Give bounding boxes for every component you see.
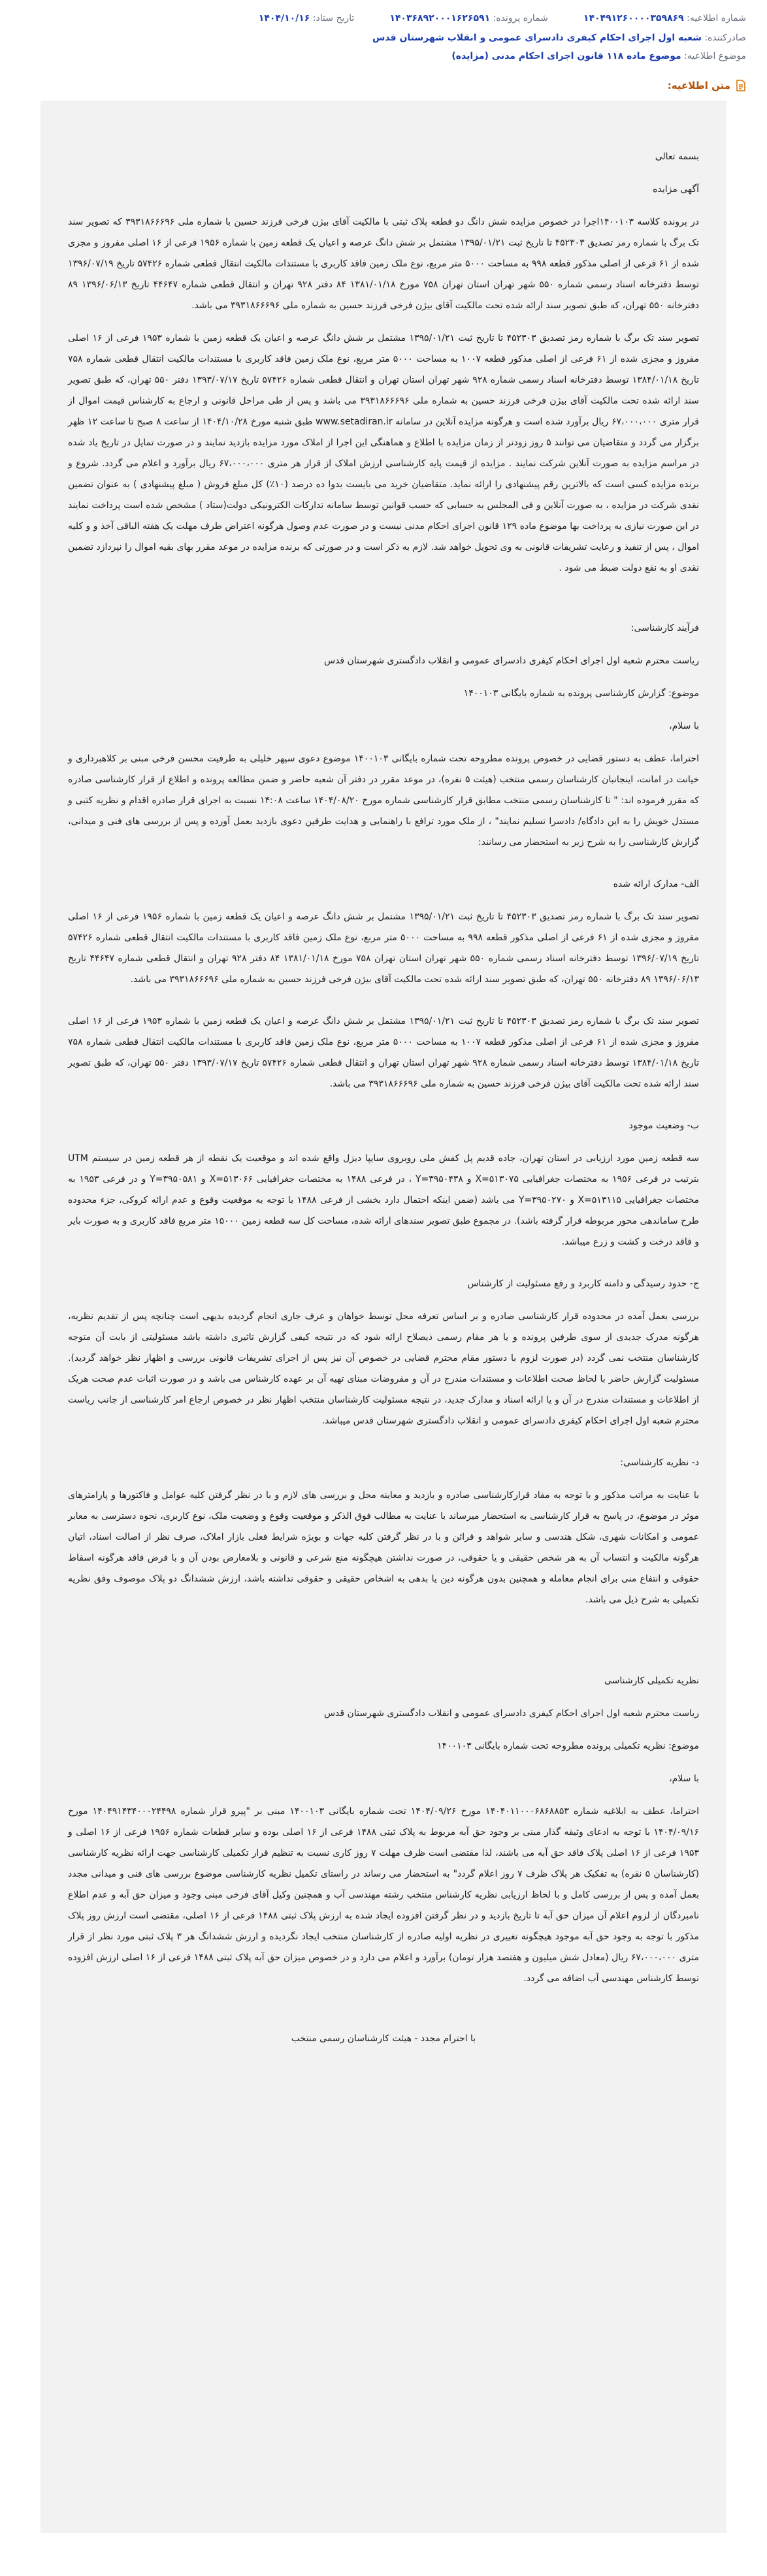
paragraph: سه قطعه زمین مورد ارزیابی در استان تهران، جاده قدیم پل کفش ملی روبروی سایپا دیزل واقع شده اند و موقعیت یک نقطه از هر قطعه زمین در سیستم UTM بترتیب در فرعی ۱۹۵۶ به مختصات جغرافیایی X=۵۱۳۰۷۵ و Y=۳۹۵۰۴۳۸ ، در فرعی ۱۴۸۸ به مختصات جغرافیایی X=۵۱۳۰۶۶ و Y=۳۹۵۰۵۸۱ و در فرعی ۱۹۵۳ به مختصات جغرافیایی X=۵۱۳۱۱۵ و Y=۳۹۵۰۲۷۰ می باشد (ضمن اینکه احتمال دارد بخشی از فرعی ۱۴۸۸ با توجه به موقعیت وقوع و عدم ارائه کروکی، جزء محدوده طرح ساماندهی محور مربوطه قرار گرفته باشد). در مجموع طبق تصویر سندهای ارائه شده، مساحت کل سه قطعه زمین ۱۵۰۰۰ متر مربع فاقد کاربری و به صورت بایر و فاقد درخت و کشت و زرع میباشد. — [68, 1153, 699, 1247]
paragraph: با عنایت به مراتب مذکور و با توجه به مفاد قرارکارشناسی صادره و بازدید و معاینه محل و بررسی های لازم و با در نظر گرفتن کلیه عوامل و فاکتورها و پارامترهای موثر در موضوع، در پاسخ به قرار کارشناسی به استحضار میرساند با عنایت به مطالب فوق الذکر و موقعیت وقوع و وضعیت ملک، نوع کاربری، نحوه دسترسی به معابر عمومی و امکانات شهری، شکل هندسی و سایر شواهد و قرائن و با در نظر گرفتن کلیه جهات و بویژه شرایط فعلی بازار املاک، صرف نظر از اصالت اسناد، اتیان هرگونه مالکیت و انتساب آن به هر شخص حقیقی و یا حقوقی، در صورت نداشتن هیچگونه منع شرعی و قانونی و بلامعارض بودن آن و با فرض فاقد هرگونه اسقاط حقوقی و انتفاع منی برای انجام معامله و همچنین بدون هرگونه دین یا بدهی به اشخاص حقیقی و حقوقی نداشته باشد، ارزش ششدانگ دو پلاک موصوف وفق نظریه تکمیلی به شرح ذیل می باشد. — [68, 1490, 699, 1605]
document-icon — [736, 80, 746, 91]
paragraph: تصویر سند تک برگ با شماره رمز تصدیق ۴۵۲۳۰۳ تا تاریخ ثبت ۱۳۹۵/۰۱/۲۱ مشتمل بر شش دانگ عرصه و اعیان یک قطعه زمین با شماره ۱۹۵۳ فرعی از ۱۶ اصلی مفروز و مجزی شده از ۶۱ فرعی از اصلی مذکور قطعه ۱۰۰۷ به مساحت ۵۰۰۰ متر مربع، نوع ملک زمین فاقد کاربری با مستندات مالکیت انتقال قطعی شماره ۷۵۸ تاریخ ۱۳۸۴/۰۱/۱۸ توسط دفترخانه اسناد رسمی شماره ۹۲۸ شهر تهران استان تهران و انتقال قطعی شماره ۵۷۴۲۶ تاریخ ۱۳۹۳/۰۷/۱۷ دفتر ۵۵۰ تهران، که طبق تصویر سند ارائه شده تحت مالکیت آقای بیژن فرخی فرزند حسین به شماره ملی ۳۹۳۱۸۶۶۶۹۶ می باشد و پس از طی مراحل قانونی و ارجاع به کارشناس قیمت اموال از قرار متری ۶۷،۰۰۰،۰۰۰ ریال برآورد شده است و هرگونه مزایده آنلاین در سامانه www.setadiran.ir طبق شنبه مورخ ۱۴۰۴/۱۰/۲۸ از ساعت ۸ صبح تا ساعت ۱۲ ظهر برگزار می گردد و متقاضیان می توانند ۵ روز زودتر از زمان مزایده با اطلاع و هماهنگی این اجرا از املاک مورد مزایده بازدید نمایند و در صورت تمایل در تاریخ یاد شده در مراسم مزایده به صورت آنلاین شرکت نمایند . مزایده از قیمت پایه کارشناسی ارزش املاک از قرار هر متری ۶۷،۰۰۰،۰۰۰ ریال برآورد و اعلام می گردد. شروع و برنده مزایده کسی است که بالاترین رقم پیشنهادی را ارائه نماید. متقاضیان خرید می بایست بدوا ده درصد (۱۰٪) کل مبلغ فروش ( مبلغ پیشنهادی ) به عنوان تضمین نقدی شرکت در مزایده ، به صورت آنلاین و فی المجلس به حسابی که حسب قوانین توسط سامانه تدارکات الکترونیکی دولت(ستاد ) مشخص شده است پرداخت نمایند در این صورت نیازی به پرداخت بها موضوع ماده ۱۲۹ قانون اجرای احکام مدنی نیست و در صورت عدم وصول هرگونه اعتراض طرف مهلت یک هفته الباقی آخذ و و کلیه اموال ، پس از تنفیذ و رعایت تشریفات قانونی به وی تحویل خواهد شد. لازم به ذکر است و در صورتی که برنده مزایده در موعد مقرر بهای بقیه اموال را نپردازد تضمین نقدی او به نفع دولت ضبط می شود . — [68, 333, 700, 573]
section-c-heading: ج- حدود رسیدگی و دامنه کاربرد و رفع مسئولیت از کارشناس — [467, 1279, 699, 1289]
supplementary-heading: نظریه تکمیلی کارشناسی — [604, 1676, 699, 1686]
issuer-row: صادرکننده: شعبه اول اجرای احکام کیفری دادسرای عمومی و انقلاب شهرستان قدس — [372, 33, 746, 43]
paragraph: احتراما، عطف به دستور قضایی در خصوص پرونده مطروحه تحت شماره بایگانی ۱۴۰۰۱۰۳ موضوع دعوی سپهر خلیلی به طرفیت محسن فرخی مبنی بر کلاهبرداری و خیانت در امانت، اینجانبان کارشناسان رسمی منتخب (هیئت ۵ نفره)، در موعد مقرر در دفتر آن شعبه حاضر و ضمن مطالعه پرونده و اطلاع از قرار کارشناسی صادره که مقرر فرموده اند: " تا کارشناسان رسمی منتخب مطابق قرار کارشناسی شماره مورخ ۱۴۰۴/۰۸/۲۰ ساعت ۱۴:۰۸ نسبت به اجرای قرار صادره اقدام و نظریه کتبی و مستدل خویش را به این دادگاه/ دادسرا تسلیم نمایند" ، از ملک مورد ترافع با راهنمایی و هدایت طرفین دعوی بازدید بعمل آورده و پس از بررسی های فنی و میدانی، گزارش کارشناسی را به شرح زیر به استحضار می رسانند: — [68, 754, 699, 848]
paragraph: احتراما، عطف به ابلاغیه شماره ۱۴۰۴۰۱۱۰۰۰۶۸۶۸۸۵۳ مورخ ۱۴۰۴/۰۹/۲۶ تحت شماره بایگانی ۱۴۰۰۱۰۳ مبنی بر "پیرو قرار شماره ۱۴۰۴۹۱۴۳۴۰۰۰۲۴۴۹۸ مورخ ۱۴۰۴/۰۹/۱۶ با توجه به ادعای وثیقه گذار مبنی بر وجود حق آبه مربوط به پلاک ثبتی ۱۴۸۸ فرعی از ۱۶ اصلی بوده و سایر قطعات شماره ۱۹۵۶ فرعی از ۱۶ اصلی و ۱۹۵۳ فرعی از ۱۶ اصلی پلاک فاقد حق آبه می باشند، لذا مقتضی است ظرف مهلت ۷ روز کاری نسبت به تنظیم قرار تکمیلی کارشناسی جهت ارائه نظریه کارشناسی (کارشناسان ۵ نفره) به تفکیک هر پلاک ظرف ۷ روز اعلام گردد" به استحضار می رساند در راستای تکمیل نظریه کارشناسی موضوع بررسی های فنی و میدانی مجدد بعمل آمده و پس از بررسی کامل و با لحاظ ارزیابی نظریه کارشناس منتخب رشته مهندسی آب و همچنین وکیل آقای فرخی مبنی وجود و میزان حق آبه و عدم اطلاع نامبردگان از لزوم اعلام آن میزان حق آبه تا تاریخ بازدید و در نظر گرفتن افزوده ایجاد شده به ارزش پلاک ثبتی ۱۴۸۸ فرعی از ۱۶ اصلی، مقتضی است ارزش روز پلاک مذکور با توجه به وجود حق آبه موجود هیچگونه تغییری در نظریه اولیه صادره از کارشناسان منتخب ایجاد نگردیده و ارزش ششدانگ هر ۳ پلاک ثبتی مورد نظر از قرار متری ۶۷،۰۰۰،۰۰۰ ریال (معادل شش میلیون و هفتصد هزار تومان) برآورد و اعلام می دارد و در خصوص میزان حق آبه پلاک ثبتی ۱۴۸۸ فرعی از ۱۶ اصلی ارزش افزوده توسط کارشناس مهندسی آب اضافه می گردد. — [68, 1806, 700, 1984]
expert-process-heading: فرآیند کارشناسی: — [630, 623, 699, 633]
paragraph: تصویر سند تک برگ با شماره رمز تصدیق ۴۵۲۳۰۳ تا تاریخ ثبت ۱۳۹۵/۰۱/۲۱ مشتمل بر شش دانگ عرصه و اعیان یک قطعه زمین با شماره ۱۹۵۶ فرعی از ۱۶ اصلی مفروز و مجزی شده از ۶۱ فرعی از اصلی مذکور قطعه ۹۹۸ به مساحت ۵۰۰۰ متر مربع، نوع ملک زمین فاقد کاربری با مستندات مالکیت انتقال قطعی شماره ۵۷۴۲۶ تاریخ ۱۳۹۶/۰۷/۱۹ توسط دفترخانه اسناد رسمی شماره ۵۵۰ شهر تهران استان تهران ۷۵۸ مورخ ۱۳۸۱/۰۱/۱۸ ۸۴ دفتر ۹۲۸ تهران و انتقال قطعی شماره ۴۴۶۴۷ تاریخ ۱۳۹۶/۰۶/۱۳ ۸۹ دفترخانه ۵۵۰ تهران، که طبق تصویر سند ارائه شده تحت مالکیت آقای بیژن فرخی فرزند حسین به شماره ملی ۳۹۳۱۸۶۶۶۹۶ می باشد. — [68, 912, 700, 985]
notice-header — [0, 0, 767, 61]
notice-body — [41, 101, 726, 2533]
subject-row: موضوع اطلاعیه: موضوع ماده ۱۱۸ قانون اجرای احکام مدنی (مزایده) — [451, 51, 746, 61]
paragraph: در پرونده کلاسه ۱۴۰۰۱۰۳اجرا در خصوص مزایده شش دانگ دو قطعه پلاک ثبتی با مالکیت آقای بیژن فرخی فرزند حسین با شماره ملی ۳۹۳۱۸۶۶۶۹۶ که تصویر سند تک برگ با شماره رمز تصدیق ۴۵۲۳۰۳ تا تاریخ ثبت ۱۳۹۵/۰۱/۲۱ مشتمل بر شش دانگ عرصه و اعیان یک قطعه زمین با شماره ۱۹۵۶ فرعی از ۱۶ اصلی مفروز و مجزی شده از ۶۱ فرعی از اصلی مذکور قطعه ۹۹۸ به مساحت ۵۰۰۰ متر مربع، نوع ملک زمین فاقد کاربری با مستندات مالکیت انتقال قطعی شماره ۵۷۴۲۶ تاریخ ۱۳۹۶/۰۷/۱۹ توسط دفترخانه اسناد رسمی شماره ۵۵۰ شهر تهران استان تهران ۷۵۸ مورخ ۱۳۸۱/۰۱/۱۸ ۸۴ دفتر ۹۲۸ تهران و انتقال قطعی شماره ۴۴۶۴۷ تاریخ ۱۳۹۶/۰۶/۱۳ ۸۹ دفترخانه ۵۵۰ تهران، که طبق تصویر سند ارائه شده تحت مالکیت آقای بیژن فرخی فرزند حسین به شماره ملی ۳۹۳۱۸۶۶۶۹۶ می باشد. — [68, 217, 700, 311]
auction-heading: آگهی مزایده — [653, 184, 699, 195]
section-b-heading: ب- وضعیت موجود — [628, 1121, 699, 1131]
subject-line: موضوع: گزارش کارشناسی پرونده به شماره بایگانی ۱۴۰۰۱۰۳ — [463, 688, 699, 699]
basmala: بسمه تعالی — [655, 151, 699, 162]
addressee: ریاست محترم شعبه اول اجرای احکام کیفری دادسرای عمومی و انقلاب دادگستری شهرستان قدس — [323, 656, 699, 666]
greeting: با سلام، — [669, 721, 699, 731]
section-d-heading: د- نظریه کارشناسی: — [620, 1457, 699, 1468]
signature-line: با احترام مجدد - هیئت کارشناسان رسمی منتخب — [291, 2033, 476, 2044]
file-number: شماره پرونده: ۱۴۰۳۶۸۹۲۰۰۰۱۶۲۶۵۹۱ — [389, 13, 548, 24]
greeting: با سلام، — [669, 1773, 699, 1784]
section-a-heading: الف- مدارک ارائه شده — [613, 879, 699, 889]
addressee: ریاست محترم شعبه اول اجرای احکام کیفری دادسرای عمومی و انقلاب دادگستری شهرستان قدس — [323, 1708, 699, 1719]
notice-text-heading: متن اطلاعیه: — [21, 80, 746, 91]
paragraph: تصویر سند تک برگ با شماره رمز تصدیق ۴۵۲۳۰۳ تا تاریخ ثبت ۱۳۹۵/۰۱/۲۱ مشتمل بر شش دانگ عرصه و اعیان یک قطعه زمین با شماره ۱۹۵۳ فرعی از ۱۶ اصلی مفروز و مجزی شده از ۶۱ فرعی از اصلی مذکور قطعه ۱۰۰۷ به مساحت ۵۰۰۰ متر مربع، نوع ملک زمین فاقد کاربری با مستندات مالکیت انتقال قطعی شماره ۷۵۸ تاریخ ۱۳۸۴/۰۱/۱۸ توسط دفترخانه اسناد رسمی شماره ۹۲۸ شهر تهران استان تهران و انتقال قطعی شماره ۵۷۴۲۶ تاریخ ۱۳۹۳/۰۷/۱۷ دفتر ۵۵۰ تهران، که طبق تصویر سند ارائه شده تحت مالکیت آقای بیژن فرخی فرزند حسین به شماره ملی ۳۹۳۱۸۶۶۶۹۶ می باشد. — [68, 1016, 700, 1089]
setad-date: تاریخ ستاد: ۱۴۰۴/۱۰/۱۶ — [258, 13, 355, 24]
subject-line: موضوع: نظریه تکمیلی پرونده مطروحه تحت شماره بایگانی ۱۴۰۰۱۰۳ — [437, 1741, 699, 1751]
paragraph: بررسی بعمل آمده در محدوده قرار کارشناسی صادره و بر اساس تعرفه محل توسط خواهان و عرف جاری انجام گردیده بدیهی است چنانچه پس از تقدیم نظریه، هرگونه مدرک جدیدی از سوی طرفین پرونده و یا هر مقام رسمی ذیصلاح ارائه شود که در نتیجه کیفی گزارش تاثیری داشته باشد مسئولیتی از بابت آن متوجه کارشناسان منتخب نمی گردد (در صورت لزوم با دستور مقام محترم قضایی در خصوص آن نیز پس از اجرای تشریفات قانونی بررسی و اظهار نظر خواهد گردید). مسئولیت گزارش حاضر با لحاظ صحت اطلاعات و مستندات مندرج در آن و مفروضات مبنای تهیه آن بر عهده کارشناس می باشد و در صورت اثبات عدم صحت هریک از اطلاعات و مستندات مندرج در آن و یا ارائه اسناد و مدارک جدید، در نتیجه مسئولیت کارشناسان منتخب اظهار نظر در خصوص ارجاع امر کارشناسی از جانب ریاست محترم شعبه اول اجرای احکام کیفری دادسرای عمومی و انقلاب دادگستری شهرستان قدس میباشد. — [68, 1311, 699, 1426]
notice-meta-row — [21, 13, 746, 24]
notice-number: شماره اطلاعیه: ۱۴۰۴۹۱۲۶۰۰۰۰۳۵۹۸۶۹ — [583, 13, 746, 24]
